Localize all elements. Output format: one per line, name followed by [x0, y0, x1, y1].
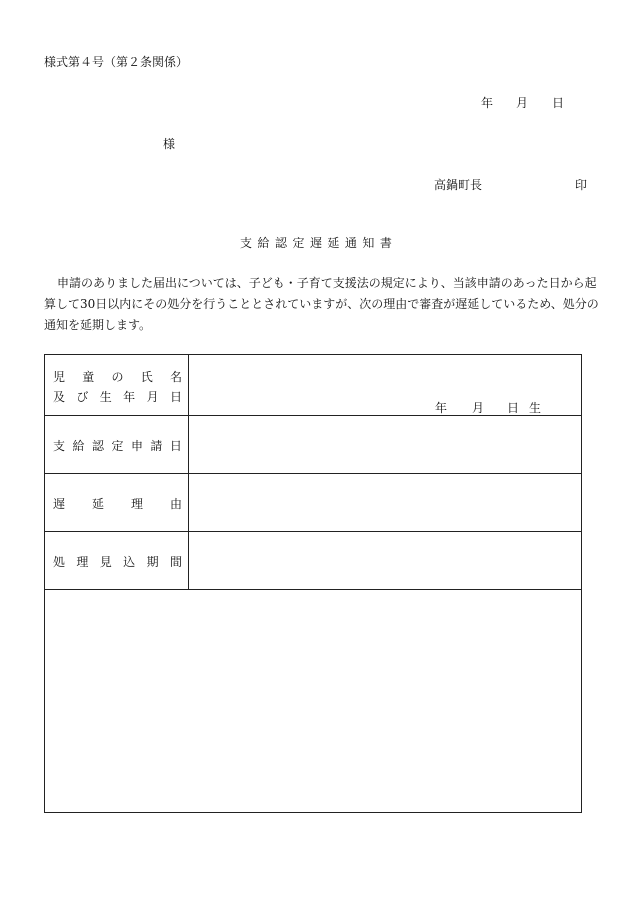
label-char: 理	[76, 555, 89, 569]
label-char: 及	[53, 390, 66, 404]
issuer-title: 高鍋町長	[434, 178, 483, 192]
label-char: 支	[53, 439, 66, 453]
birth-born: 生	[529, 401, 542, 415]
birth-year: 年	[435, 401, 448, 415]
field-application-date[interactable]	[189, 416, 582, 474]
label-char: 児	[53, 370, 66, 384]
birth-month: 月	[472, 401, 485, 415]
label-processing-period-cell	[45, 532, 189, 590]
form-number: 様式第４号（第２条関係）	[44, 55, 189, 69]
label-char: の	[111, 370, 124, 384]
label-char: 氏	[140, 370, 153, 384]
field-remarks[interactable]	[45, 590, 582, 813]
label-char: 申	[130, 439, 143, 453]
label-processing-period	[53, 553, 182, 570]
title-char: 知	[362, 236, 375, 250]
label-char: 由	[169, 497, 182, 511]
label-char: 請	[150, 439, 163, 453]
row-processing-period	[45, 532, 582, 590]
label-child-info	[45, 355, 189, 416]
label-delay-reason	[53, 495, 182, 512]
date-month: 月	[516, 96, 529, 110]
row-child-info	[45, 355, 582, 416]
label-char: 日	[169, 439, 182, 453]
label-char: 期	[146, 555, 159, 569]
field-processing-period[interactable]	[189, 532, 582, 590]
body-line: 通知を延期します。	[44, 318, 152, 332]
label-char: 給	[72, 439, 85, 453]
label-char: 理	[130, 497, 143, 511]
label-char: 間	[169, 555, 182, 569]
label-child-name	[53, 368, 182, 385]
row-application-date	[45, 416, 582, 474]
label-char: 童	[82, 370, 95, 384]
document-title	[240, 234, 392, 251]
addressee-suffix: 様	[163, 137, 176, 151]
title-char: 給	[257, 236, 270, 250]
label-char: 日	[169, 390, 182, 404]
label-application-date-cell	[45, 416, 189, 474]
title-char: 支	[240, 236, 253, 250]
label-char: 定	[111, 439, 124, 453]
label-char: 遅	[53, 497, 66, 511]
title-char: 遅	[309, 236, 322, 250]
notice-table	[44, 354, 582, 813]
label-char: 年	[123, 390, 136, 404]
label-char: 名	[169, 370, 182, 384]
row-remarks	[45, 590, 582, 813]
label-delay-reason-cell	[45, 474, 189, 532]
title-char: 通	[344, 236, 357, 250]
issuer-seal: 印	[575, 178, 588, 192]
label-char: 生	[99, 390, 112, 404]
label-birth-date	[53, 388, 182, 405]
label-application-date	[53, 437, 182, 454]
body-line: 算して30日以内にその処分を行うこととされていますが、次の理由で審査が遅延しているため、処分の	[44, 297, 599, 311]
label-char: 込	[123, 555, 136, 569]
title-char: 延	[327, 236, 340, 250]
label-char: 処	[53, 555, 66, 569]
row-delay-reason	[45, 474, 582, 532]
date-day: 日	[552, 96, 565, 110]
label-char: 見	[99, 555, 112, 569]
body-line: 申請のありました届出については、子ども・子育て支援法の規定により、当該申請のあった日から起	[57, 276, 597, 290]
birth-day: 日	[507, 401, 520, 415]
label-char: 延	[91, 497, 104, 511]
title-char: 定	[292, 236, 305, 250]
title-char: 書	[379, 236, 392, 250]
field-delay-reason[interactable]	[189, 474, 582, 532]
date-year: 年	[481, 96, 494, 110]
label-char: び	[76, 390, 89, 404]
label-char: 認	[91, 439, 104, 453]
label-char: 月	[146, 390, 159, 404]
title-char: 認	[274, 236, 287, 250]
field-child-info[interactable]	[189, 355, 582, 416]
